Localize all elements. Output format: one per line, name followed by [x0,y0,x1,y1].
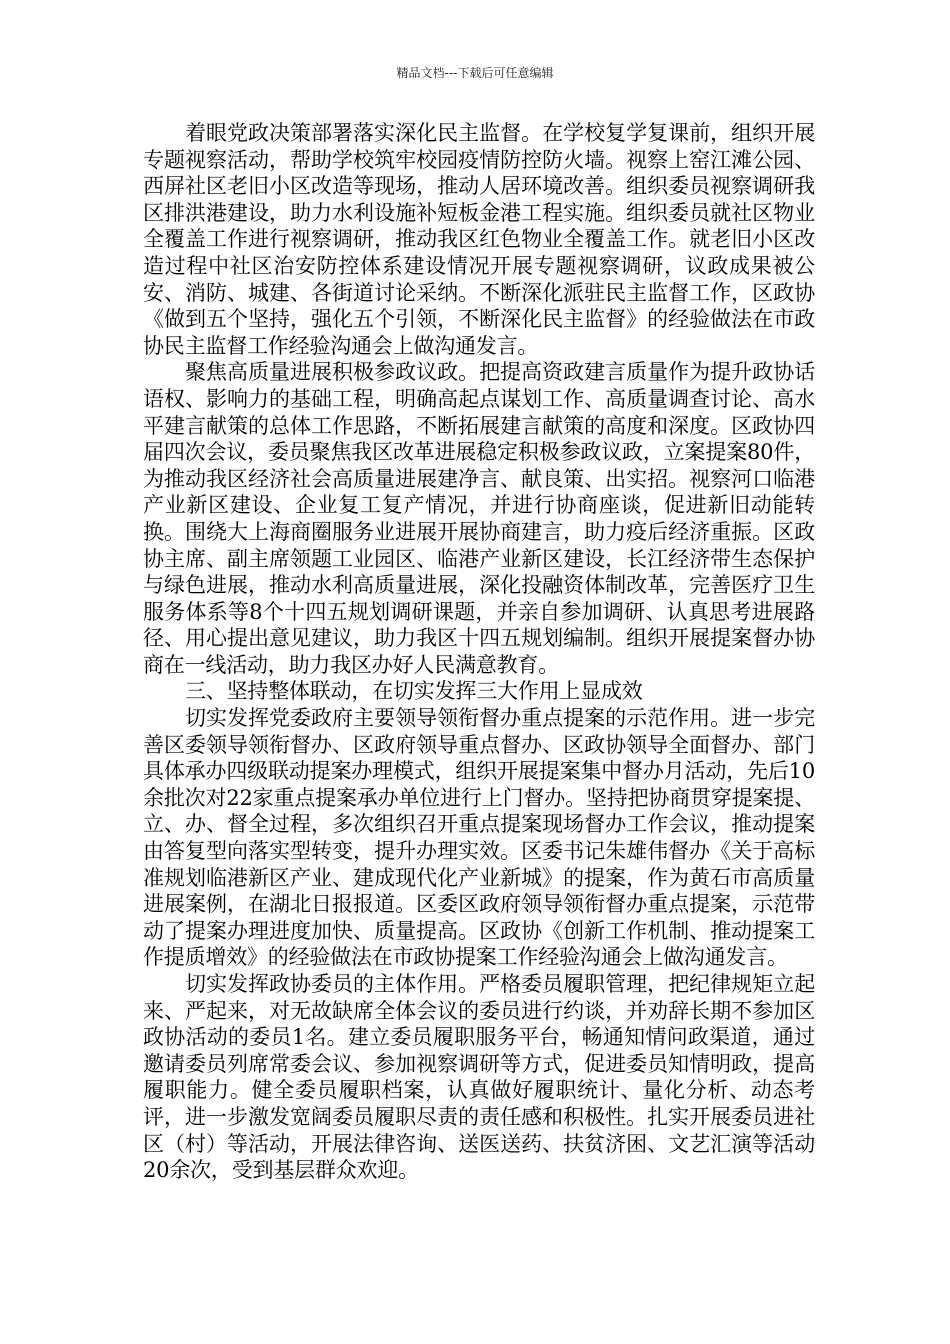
paragraph-key-proposals: 切实发挥党委政府主要领导领衔督办重点提案的示范作用。进一步完善区委领导领衔督办、区政府领导重点督办、区政协领导全面督办、部门具体承办四级联动提案办理模式，组织开展提案集中督办月活动，先后10余批次对22家重点提案承办单位进行上门督办。坚持把协商贯穿提案提、立、办、督全过程，多次组织召开重点提案现场督办工作会议，推动提案由答复型向落实型转变，提升办理实效。区委书记朱雄伟督办《关于高标准规划临港新区产业、建成现代化产业新城》的提案，作为黄石市高质量进展案例，在湖北日报报道。区委区政府领导领衔督办重点提案，示范带动了提案办理进度加快、质量提高。区政协《创新工作机制、推动提案工作提质增效》的经验做法在市政协提案工作经验沟通会上做沟通发言。 [143,706,815,970]
document-body [143,120,815,1184]
section-heading: 三、坚持整体联动，在切实发挥三大作用上显成效 [185,679,643,704]
paragraph-member-role: 切实发挥政协委员的主体作用。严格委员履职管理，把纪律规矩立起来、严起来，对无故缺席全体会议的委员进行约谈，并劝辞长期不参加区政协活动的委员1名。建立委员履职服务平台，畅通知情问政渠道，通过邀请委员列席常委会议、参加视察调研等方式，促进委员知情明政，提高履职能力。健全委员履职档案，认真做好履职统计、量化分析、动态考评，进一步激发宽阔委员履职尽责的责任感和积极性。扎实开展委员进社区（村）等活动，开展法律咨询、送医送药、扶贫济困、文艺汇演等活动20余次，受到基层群众欢迎。 [143,972,815,1183]
paragraph-political-consultation: 聚焦高质量进展积极参政议政。把提高资政建言质量作为提升政协话语权、影响力的基础工程，明确高起点谋划工作、高质量调查讨论、高水平建言献策的总体工作思路，不断拓展建言献策的高度和深度。区政协四届四次会议，委员聚焦我区改革进展稳定积极参政议政，立案提案80件，为推动我区经济社会高质量进展建净言、献良策、出实招。视察河口临港产业新区建设、企业复工复产情况，并进行协商座谈，促进新旧动能转换。围绕大上海商圈服务业进展开展协商建言，助力疫后经济重振。区政协主席、副主席领题工业园区、临港产业新区建设，长江经济带生态保护与绿色进展，推动水利高质量进展，深化投融资体制改革，完善医疗卫生服务体系等8个十四五规划调研课题，并亲自参加调研、认真思考进展路径、用心提出意见建议，助力我区十四五规划编制。组织开展提案督办协商在一线活动，助力我区办好人民满意教育。 [143,360,815,677]
page-header: 精品文档---下载后可任意编辑 [396,66,554,80]
paragraph-democratic-supervision: 着眼党政决策部署落实深化民主监督。在学校复学复课前，组织开展专题视察活动，帮助学校筑牢校园疫情防控防火墙。视察上窑江滩公园、西屏社区老旧小区改造等现场，推动人居环境改善。组织委员视察调研我区排洪港建设，助力水利设施补短板金港工程实施。组织委员就社区物业全覆盖工作进行视察调研，推动我区红色物业全覆盖工作。就老旧小区改造过程中社区治安防控体系建设情况开展专题视察调研，议政成果被公安、消防、城建、各街道讨论采纳。不断深化派驻民主监督工作，区政协《做到五个坚持，强化五个引领，不断深化民主监督》的经验做法在市政协民主监督工作经验沟通会上做沟通发言。 [143,121,815,358]
